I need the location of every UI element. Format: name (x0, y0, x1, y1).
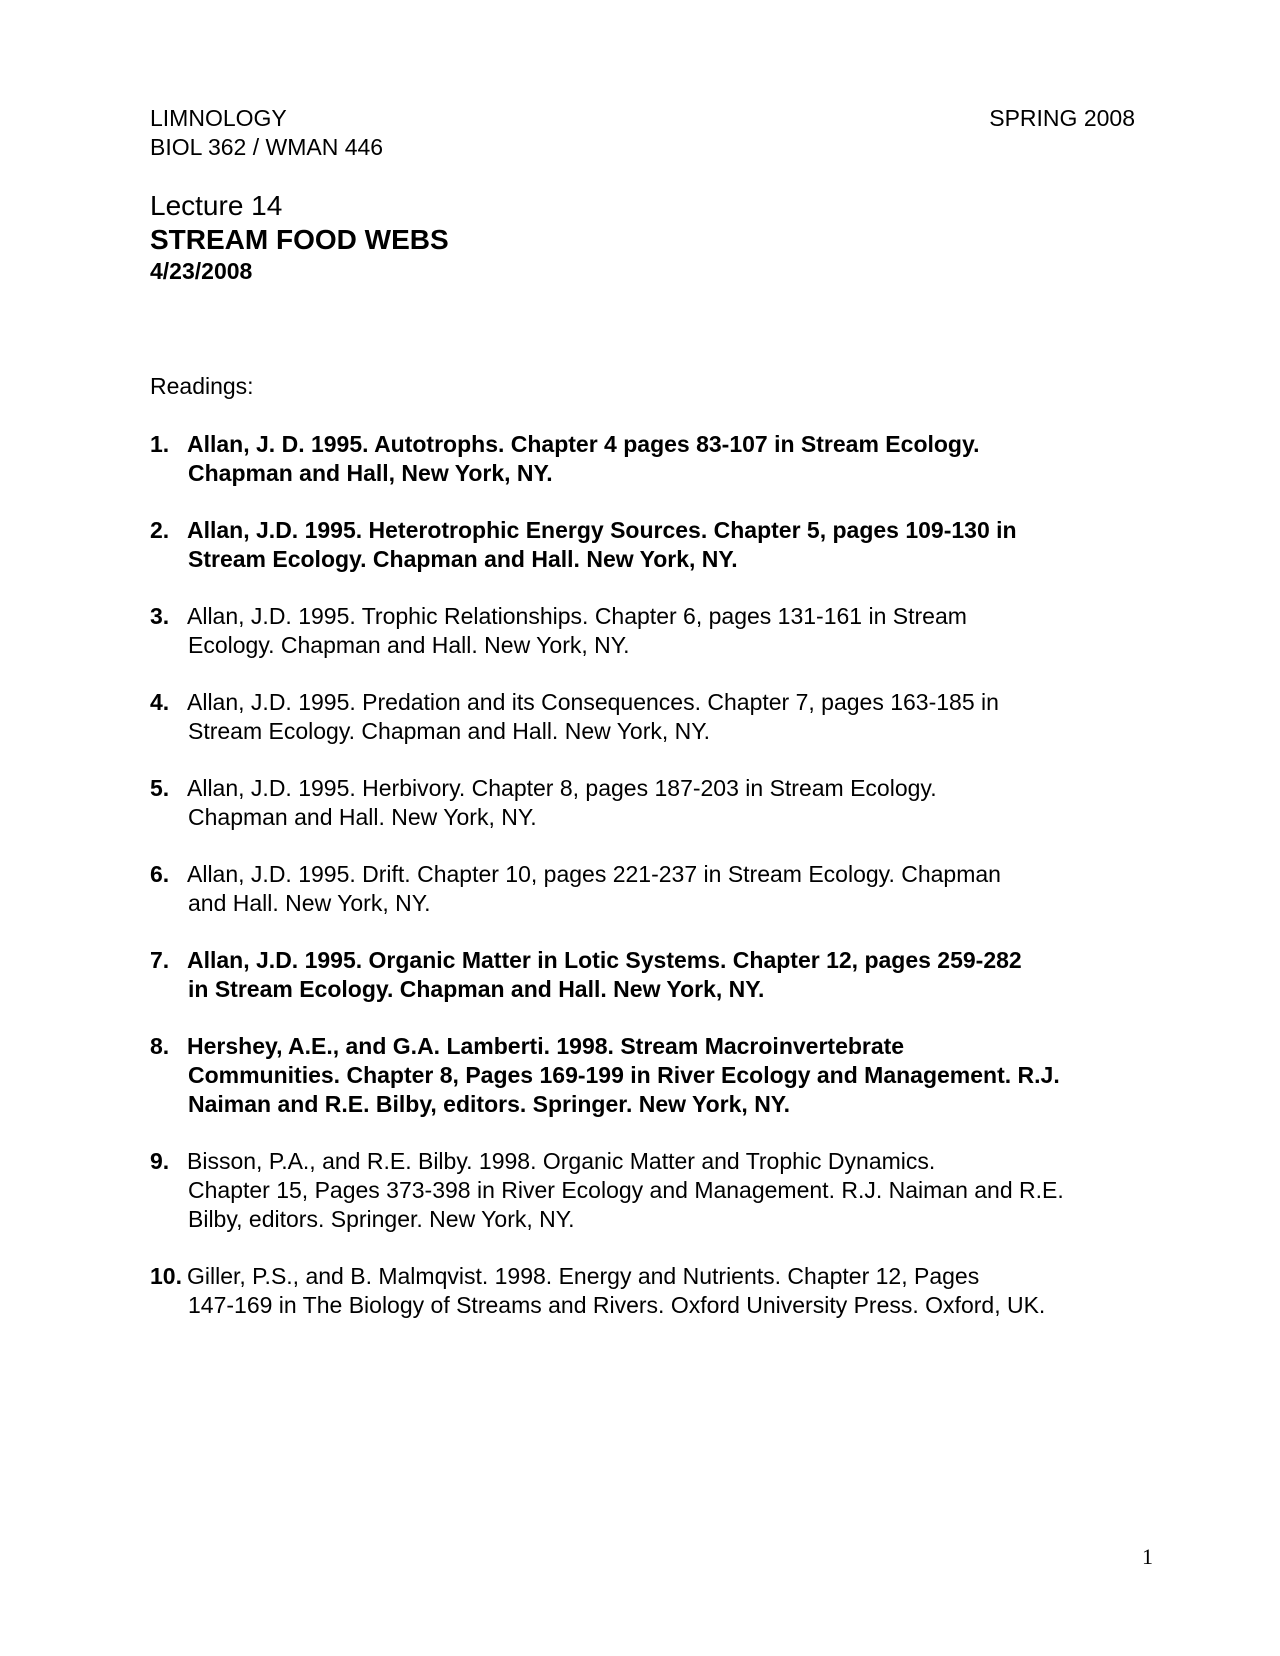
term: SPRING 2008 (989, 105, 1135, 131)
reading-line: Hershey, A.E., and G.A. Lamberti. 1998. Stream Macroinvertebrate (187, 1033, 905, 1059)
reading-item (150, 602, 1150, 660)
course-name: LIMNOLOGY (150, 105, 287, 131)
reading-line: Allan, J. D. 1995. Autotrophs. Chapter 4 pages 83-107 in Stream Ecology. (187, 431, 980, 457)
reading-item (150, 1032, 1150, 1119)
reading-item (150, 516, 1150, 574)
reading-number: 4. (150, 689, 170, 715)
reading-line: Bilby, editors. Springer. New York, NY. (188, 1206, 575, 1232)
reading-item (150, 1262, 1150, 1320)
reading-line: Chapman and Hall, New York, NY. (188, 460, 553, 486)
reading-line: Stream Ecology. Chapman and Hall. New York, NY. (188, 546, 738, 572)
reading-line: Allan, J.D. 1995. Herbivory. Chapter 8, pages 187-203 in Stream Ecology. (187, 775, 937, 801)
reading-line: 147-169 in The Biology of Streams and Rivers. Oxford University Press. Oxford, UK. (188, 1292, 1046, 1318)
reading-item (150, 688, 1150, 746)
readings-label: Readings: (150, 373, 254, 399)
reading-number: 6. (150, 861, 170, 887)
reading-item (150, 430, 1150, 488)
reading-line: Naiman and R.E. Bilby, editors. Springer. New York, NY. (188, 1091, 790, 1117)
reading-line: Communities. Chapter 8, Pages 169-199 in River Ecology and Management. R.J. (188, 1062, 1060, 1088)
reading-line: Allan, J.D. 1995. Drift. Chapter 10, pages 221-237 in Stream Ecology. Chapman (187, 861, 1001, 887)
lecture-number: Lecture 14 (150, 190, 283, 221)
reading-number: 3. (150, 603, 170, 629)
reading-line: Allan, J.D. 1995. Trophic Relationships. Chapter 6, pages 131-161 in Stream (187, 603, 967, 629)
reading-item (150, 1147, 1150, 1234)
reading-line: Stream Ecology. Chapman and Hall. New York, NY. (188, 718, 711, 744)
course-code: BIOL 362 / WMAN 446 (150, 134, 384, 160)
page-number: 1 (1142, 1544, 1153, 1569)
reading-line: Ecology. Chapman and Hall. New York, NY. (188, 632, 630, 658)
reading-line: in Stream Ecology. Chapman and Hall. New York, NY. (188, 976, 765, 1002)
reading-number: 9. (150, 1148, 170, 1174)
reading-number: 5. (150, 775, 170, 801)
reading-line: Bisson, P.A., and R.E. Bilby. 1998. Organic Matter and Trophic Dynamics. (187, 1148, 936, 1174)
lecture-title: STREAM FOOD WEBS (150, 224, 449, 255)
reading-line: Chapman and Hall. New York, NY. (188, 804, 537, 830)
reading-number: 8. (150, 1033, 170, 1059)
reading-item (150, 946, 1150, 1004)
reading-number: 10. (150, 1263, 182, 1289)
reading-number: 2. (150, 517, 170, 543)
reading-line: Allan, J.D. 1995. Organic Matter in Lotic Systems. Chapter 12, pages 259-282 (187, 947, 1022, 973)
reading-line: Chapter 15, Pages 373-398 in River Ecology and Management. R.J. Naiman and R.E. (188, 1177, 1064, 1203)
reading-number: 7. (150, 947, 170, 973)
reading-line: Giller, P.S., and B. Malmqvist. 1998. Energy and Nutrients. Chapter 12, Pages (187, 1263, 980, 1289)
reading-item (150, 774, 1150, 832)
reading-item (150, 860, 1150, 918)
reading-list (150, 430, 1150, 1348)
reading-line: Allan, J.D. 1995. Predation and its Consequences. Chapter 7, pages 163-185 in (187, 689, 999, 715)
reading-line: Allan, J.D. 1995. Heterotrophic Energy Sources. Chapter 5, pages 109-130 in (187, 517, 1017, 543)
reading-line: and Hall. New York, NY. (188, 890, 431, 916)
lecture-date: 4/23/2008 (150, 258, 253, 284)
lecture-heading (150, 189, 449, 286)
reading-number: 1. (150, 431, 170, 457)
